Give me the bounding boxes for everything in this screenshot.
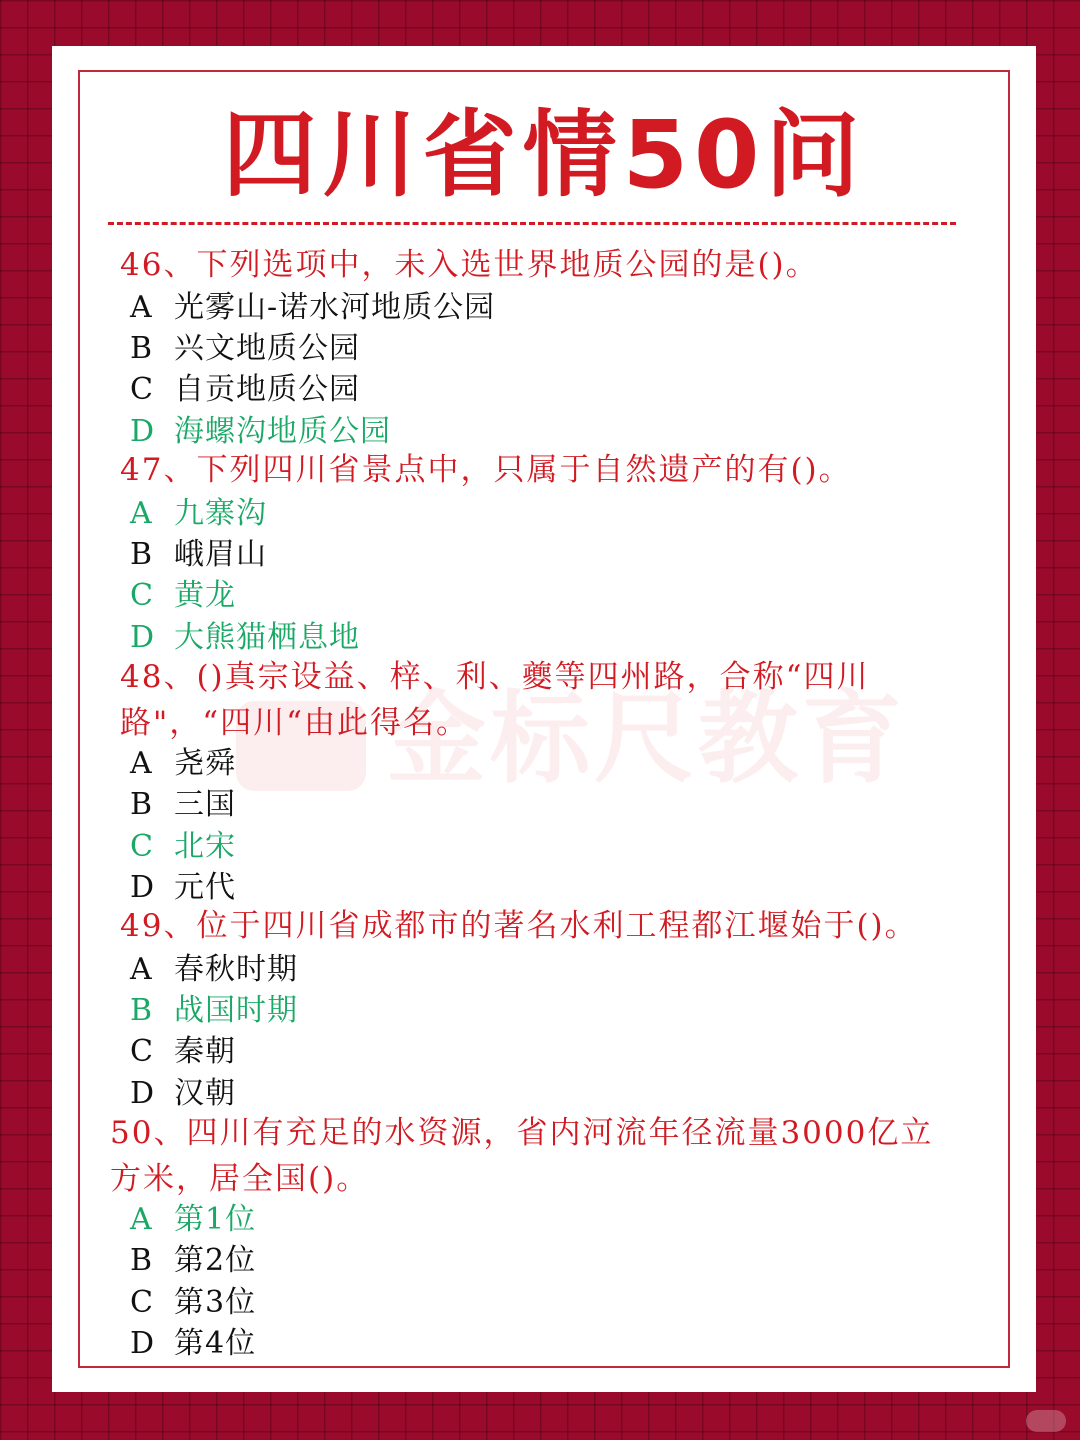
option-letter: C [130, 1285, 154, 1320]
option-text: 海螺沟地质公园 [174, 414, 391, 449]
option-letter: B [130, 993, 154, 1028]
option-50-c [130, 1283, 256, 1323]
option-48-b [130, 785, 236, 825]
option-48-a [130, 744, 236, 784]
option-letter: C [130, 578, 154, 613]
question-49: 49、位于四川省成都市的著名水利工程都江堰始于()。 [120, 908, 918, 944]
option-46-b [130, 329, 360, 369]
question-50: 50、四川有充足的水资源，省内河流年径流量3000亿立方米，居全国()。 [110, 1115, 934, 1197]
option-49-a [130, 950, 298, 990]
option-letter: D [130, 414, 156, 449]
watermark-text: 金标尺教育 [386, 680, 906, 797]
quiz-card [52, 46, 1036, 1392]
option-48-d [130, 868, 236, 908]
option-46-a [130, 288, 495, 328]
option-letter: B [130, 1243, 154, 1278]
option-letter: A [130, 746, 153, 781]
option-letter: D [130, 620, 156, 655]
option-50-d [130, 1324, 256, 1364]
option-50-b [130, 1241, 256, 1281]
option-text: 九寨沟 [174, 496, 267, 531]
option-letter: D [130, 1076, 156, 1111]
option-text: 三国 [174, 787, 236, 822]
option-47-a [130, 494, 267, 534]
option-49-d [130, 1074, 236, 1114]
question-47: 47、下列四川省景点中，只属于自然遗产的有()。 [120, 452, 852, 488]
option-text: 秦朝 [174, 1034, 236, 1069]
option-47-c [130, 576, 236, 616]
option-letter: C [130, 1034, 154, 1069]
option-text: 第1位 [174, 1202, 257, 1237]
option-text: 大熊猫栖息地 [174, 620, 360, 655]
option-46-c [130, 370, 360, 410]
option-50-a [130, 1200, 256, 1240]
option-text: 战国时期 [174, 993, 298, 1028]
option-text: 第3位 [174, 1285, 257, 1320]
option-text: 春秋时期 [174, 952, 298, 987]
option-text: 自贡地质公园 [174, 372, 360, 407]
option-text: 汉朝 [174, 1076, 236, 1111]
option-47-d [130, 618, 360, 658]
option-letter: B [130, 537, 154, 572]
option-text: 兴文地质公园 [174, 331, 360, 366]
option-text: 黄龙 [174, 578, 236, 613]
option-letter: B [130, 331, 154, 366]
option-49-c [130, 1032, 236, 1072]
option-letter: D [130, 870, 156, 905]
questions-list [52, 46, 1036, 1392]
option-letter: A [130, 952, 153, 987]
corner-badge-icon [1026, 1410, 1066, 1432]
option-text: 第2位 [174, 1243, 257, 1278]
option-letter: D [130, 1326, 156, 1361]
page-title: 四川省情50问 [222, 101, 866, 210]
option-text: 光雾山-诺水河地质公园 [174, 290, 496, 325]
option-letter: A [130, 290, 153, 325]
question-46: 46、下列选项中，未入选世界地质公园的是()。 [120, 247, 819, 283]
option-text: 尧舜 [174, 746, 236, 781]
option-46-d [130, 412, 391, 452]
option-letter: A [130, 496, 153, 531]
question-48: 48、()真宗设益、梓、利、夔等四州路，合称“四川路"，“四川“由此得名。 [120, 659, 870, 741]
option-letter: C [130, 372, 154, 407]
option-text: 北宋 [174, 829, 236, 864]
option-letter: A [130, 1202, 153, 1237]
option-47-b [130, 535, 267, 575]
option-letter: B [130, 787, 154, 822]
option-text: 元代 [174, 870, 236, 905]
option-49-b [130, 991, 298, 1031]
option-letter: C [130, 829, 154, 864]
option-text: 峨眉山 [174, 537, 267, 572]
option-text: 第4位 [174, 1326, 257, 1361]
option-48-c [130, 827, 236, 867]
